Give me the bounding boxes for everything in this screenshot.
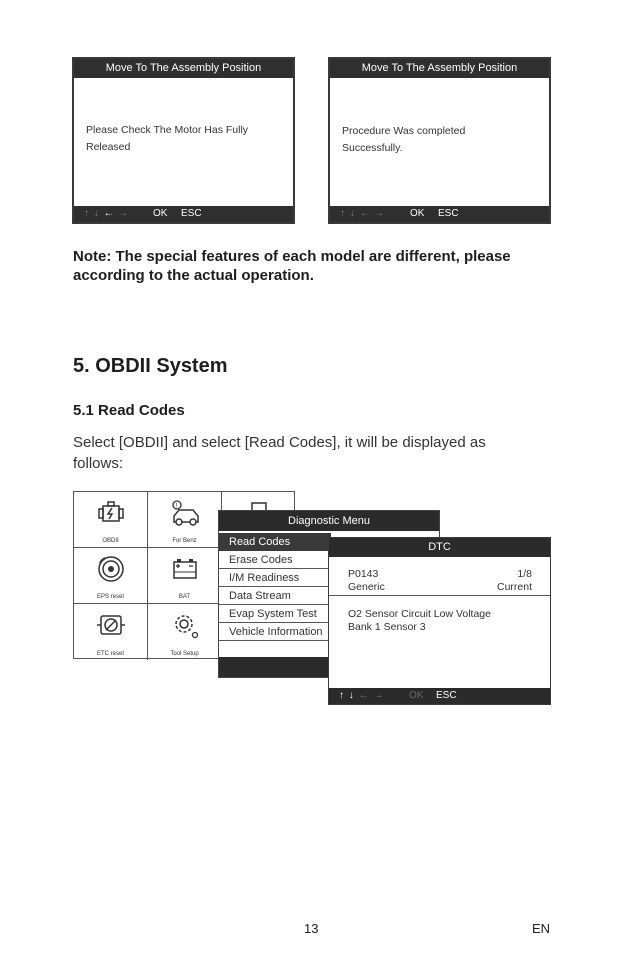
arrow-down-icon: ↓ <box>349 208 356 219</box>
note-paragraph: Note: The special features of each model are different, please according to the actual operation. <box>73 248 511 284</box>
car-icon <box>170 498 202 528</box>
menu-tile-eps-reset[interactable]: EPS reset <box>74 548 148 604</box>
battery-icon <box>170 554 200 584</box>
esc-label: ESC <box>436 690 457 701</box>
arrow-up-icon: ↑ <box>339 690 345 701</box>
screen-bottom-bar <box>74 206 293 222</box>
menu-item-data-stream[interactable]: Data Stream <box>219 587 331 605</box>
dtc-index: 1/8 <box>517 568 532 580</box>
body-paragraph: Select [OBDII] and select [Read Codes], it will be displayed as follows: <box>73 434 486 472</box>
steering-icon <box>96 554 126 584</box>
language-label: EN <box>532 921 551 936</box>
svg-text:!: ! <box>175 503 178 510</box>
subsection-heading: 5.1 Read Codes <box>73 402 185 419</box>
menu-item-evap-system-test[interactable]: Evap System Test <box>219 605 331 623</box>
engine-icon <box>96 498 126 528</box>
arrow-right-icon: → <box>374 208 386 219</box>
gear-icon <box>170 610 200 640</box>
arrow-left-icon: ← <box>103 208 115 219</box>
menu-tile-tool-setup[interactable]: Tool Setup <box>148 604 222 660</box>
arrow-right-icon: → <box>118 208 130 219</box>
menu-item-erase-codes[interactable]: Erase Codes <box>219 551 331 569</box>
nav-arrows <box>339 688 384 704</box>
arrow-down-icon: ↓ <box>93 208 100 219</box>
page-number: 13 <box>304 921 319 936</box>
menu-tile-etc-reset[interactable]: ETC reset <box>74 604 148 660</box>
screen-title: Move To The Assembly Position <box>74 59 293 78</box>
dtc-divider <box>329 595 550 596</box>
menu-tile-obdii[interactable]: OBDII <box>74 492 148 548</box>
ok-label: OK <box>410 208 425 219</box>
esc-label: ESC <box>181 208 202 219</box>
device-screen-procedure-complete <box>328 57 551 224</box>
dtc-code: P0143 <box>348 568 379 580</box>
dtc-description: O2 Sensor Circuit Low Voltage Bank 1 Sensor 3 <box>348 608 491 633</box>
menu-item-im-readiness[interactable]: I/M Readiness <box>219 569 331 587</box>
throttle-icon <box>96 610 126 640</box>
screen-title: Move To The Assembly Position <box>330 59 549 78</box>
dtc-screen <box>328 537 551 705</box>
menu-title: Diagnostic Menu <box>219 511 439 531</box>
arrow-left-icon: ← <box>359 208 371 219</box>
arrow-right-icon: → <box>373 690 385 701</box>
dtc-status: Current <box>496 581 532 593</box>
arrow-up-icon: ↑ <box>340 208 346 219</box>
screen-message: Procedure Was completed Successfully. <box>342 125 466 154</box>
device-screen-motor-check <box>72 57 295 224</box>
ok-label: OK <box>153 208 168 219</box>
dtc-title: DTC <box>329 538 550 557</box>
menu-item-vehicle-information[interactable]: Vehicle Information <box>219 623 331 641</box>
screen-bottom-bar <box>330 206 549 222</box>
menu-item-read-codes[interactable]: Read Codes <box>219 533 331 551</box>
arrow-up-icon: ↑ <box>84 208 90 219</box>
dtc-bottom-bar <box>329 688 550 704</box>
nav-arrows <box>340 206 385 222</box>
esc-label: ESC <box>438 208 459 219</box>
menu-tile-bat[interactable]: BAT <box>148 548 222 604</box>
menu-tile-for-benz[interactable]: ! For Benz <box>148 492 222 548</box>
arrow-left-icon: ← <box>358 690 370 701</box>
section-heading: 5. OBDII System <box>73 355 228 377</box>
dtc-type: Generic <box>348 581 385 593</box>
screen-message: Please Check The Motor Has Fully Released <box>86 124 249 153</box>
ok-label: OK <box>409 690 424 701</box>
arrow-down-icon: ↓ <box>348 690 355 701</box>
nav-arrows <box>84 206 129 222</box>
